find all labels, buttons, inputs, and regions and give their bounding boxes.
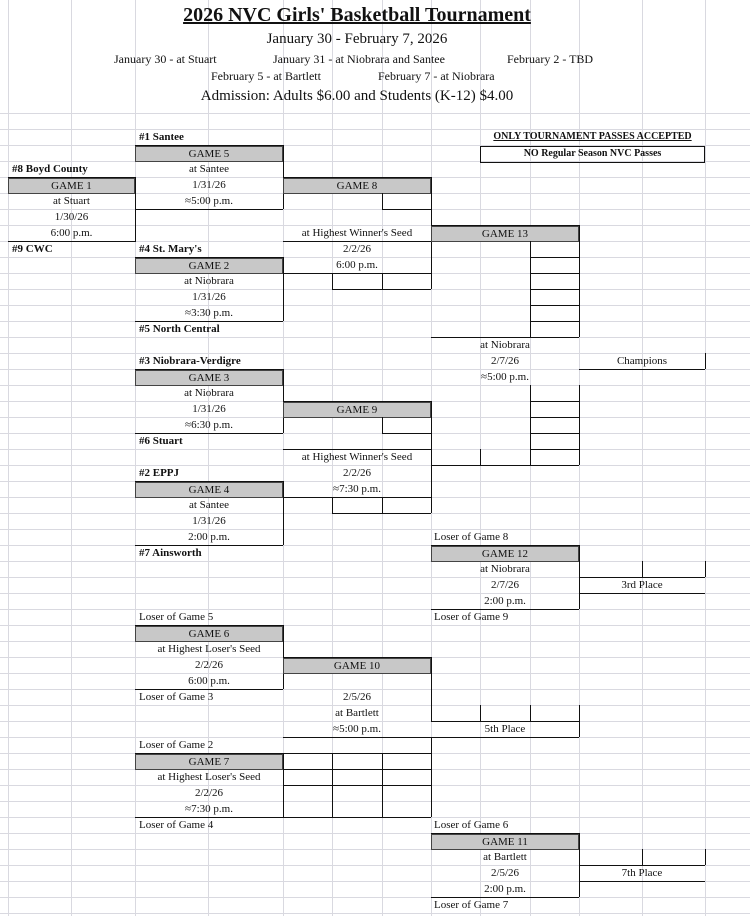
game-5-site: at Santee (188, 163, 229, 175)
champions-label: Champions (616, 355, 668, 367)
game-7-bottom-team: Loser of Game 4 (139, 819, 214, 831)
grid-row-line (0, 641, 750, 642)
date-range: January 30 - February 7, 2026 (266, 31, 448, 47)
game-9-site: at Highest Winner's Seed (301, 451, 413, 463)
seed-7-team: #7 Ainsworth (139, 547, 202, 559)
game-6-date: 2/2/26 (194, 659, 224, 671)
seed-8-team: #8 Boyd County (12, 163, 88, 175)
seed-2-team: #2 EPPJ (139, 467, 180, 479)
game-4-label: GAME 4 (135, 482, 283, 498)
game-6-label: GAME 6 (135, 626, 283, 642)
location-jan30: January 30 - at Stuart (114, 52, 217, 66)
game-4-time: 2:00 p.m. (188, 531, 230, 543)
seed-1-team: #1 Santee (139, 131, 184, 143)
game-2-site: at Niobrara (184, 275, 234, 287)
game-13-date: 2/7/26 (490, 355, 520, 367)
seed-5-team: #5 North Central (139, 323, 220, 335)
game-3-time: ≈6:30 p.m. (185, 419, 233, 431)
game-9-date: 2/2/26 (342, 467, 372, 479)
grid-row-line (0, 833, 750, 834)
game-4-date: 1/31/26 (192, 515, 226, 527)
game-3-date: 1/31/26 (192, 403, 226, 415)
game-11-site: at Bartlett (483, 851, 527, 863)
game-10-site: at Bartlett (335, 707, 379, 719)
game-2-label: GAME 2 (135, 258, 283, 274)
seed-9-team: #9 CWC (12, 243, 53, 255)
grid-row-line (0, 113, 750, 114)
game-1-date: 1/30/26 (54, 211, 89, 223)
game-11-label: GAME 11 (431, 834, 579, 850)
grid-row-line (0, 321, 750, 322)
game-2-time: ≈3:30 p.m. (185, 307, 233, 319)
notice-line-1: ONLY TOURNAMENT PASSES ACCEPTED (480, 130, 705, 147)
game-7-label: GAME 7 (135, 754, 283, 770)
game-10-date: 2/5/26 (342, 691, 372, 703)
grid-row-line (0, 529, 750, 530)
game-10-label: GAME 10 (283, 658, 431, 674)
game-11-time: 2:00 p.m. (484, 883, 526, 895)
game-8-site: at Highest Winner's Seed (301, 227, 413, 239)
game-6-site: at Highest Loser's Seed (157, 643, 261, 655)
admission-text: Admission: Adults $6.00 and Students (K-12) $4.00 (200, 88, 514, 104)
grid-row-line (0, 433, 750, 434)
grid-row-line (0, 385, 750, 386)
game-7-site: at Highest Loser's Seed (157, 771, 261, 783)
grid-column-line (705, 0, 706, 916)
page-title: 2026 NVC Girls' Basketball Tournament (183, 4, 531, 26)
game-6-time: 6:00 p.m. (188, 675, 230, 687)
game-8-label: GAME 8 (283, 178, 431, 194)
game-3-label: GAME 3 (135, 370, 283, 386)
notice-line-2: NO Regular Season NVC Passes (480, 147, 705, 163)
grid-row-line (0, 545, 750, 546)
grid-row-line (0, 801, 750, 802)
game-6-bottom-team: Loser of Game 3 (139, 691, 214, 703)
game-9-time: ≈7:30 p.m. (333, 483, 381, 495)
grid-column-line (71, 0, 72, 916)
game-4-site: at Santee (188, 499, 229, 511)
seed-6-team: #6 Stuart (139, 435, 183, 447)
location-jan31: January 31 - at Niobrara and Santee (273, 52, 445, 66)
grid-row-line (0, 337, 750, 338)
game-7-time: ≈7:30 p.m. (185, 803, 233, 815)
game-12-bottom-team: Loser of Game 9 (434, 611, 509, 623)
game-12-site: at Niobrara (480, 563, 530, 575)
seventh-place-label: 7th Place (621, 867, 663, 879)
fifth-place-label: 5th Place (484, 723, 526, 735)
game-1-time: 6:00 p.m. (50, 227, 93, 239)
game-8-time: 6:00 p.m. (336, 259, 378, 271)
grid-row-line (0, 561, 750, 562)
location-feb5: February 5 - at Bartlett (211, 69, 321, 83)
game-1-label: GAME 1 (8, 178, 135, 194)
game-5-time: ≈5:00 p.m. (185, 195, 233, 207)
game-7-top-team: Loser of Game 2 (139, 739, 214, 751)
game-6-top-team: Loser of Game 5 (139, 611, 214, 623)
game-13-label: GAME 13 (431, 226, 579, 242)
game-10-time: ≈5:00 p.m. (333, 723, 381, 735)
game-5-label: GAME 5 (135, 146, 283, 162)
game-12-date: 2/7/26 (490, 579, 520, 591)
game-3-site: at Niobrara (184, 387, 234, 399)
game-2-date: 1/31/26 (192, 291, 226, 303)
game-5-date: 1/31/26 (192, 179, 226, 191)
game-11-top-team: Loser of Game 6 (434, 819, 509, 831)
third-place-label: 3rd Place (621, 579, 663, 591)
grid-row-line (0, 609, 750, 610)
game-13-site: at Niobrara (480, 339, 530, 351)
game-12-top-team: Loser of Game 8 (434, 531, 509, 543)
grid-column-line (8, 0, 9, 916)
game-8-date: 2/2/26 (342, 243, 372, 255)
game-13-time: ≈5:00 p.m. (481, 371, 529, 383)
game-7-date: 2/2/26 (194, 787, 224, 799)
seed-3-team: #3 Niobrara-Verdigre (139, 355, 241, 367)
game-9-label: GAME 9 (283, 402, 431, 418)
game-1-site: at Stuart (53, 195, 90, 207)
location-feb2: February 2 - TBD (507, 52, 594, 66)
location-feb7: February 7 - at Niobrara (378, 69, 495, 83)
grid-row-line (0, 897, 750, 898)
grid-row-line (0, 849, 750, 850)
game-12-time: 2:00 p.m. (484, 595, 526, 607)
game-12-label: GAME 12 (431, 546, 579, 562)
seed-4-team: #4 St. Mary's (139, 243, 202, 255)
grid-row-line (0, 913, 750, 914)
grid-row-line (0, 305, 750, 306)
game-11-date: 2/5/26 (490, 867, 520, 879)
grid-row-line (0, 625, 750, 626)
game-11-bottom-team: Loser of Game 7 (434, 899, 509, 911)
